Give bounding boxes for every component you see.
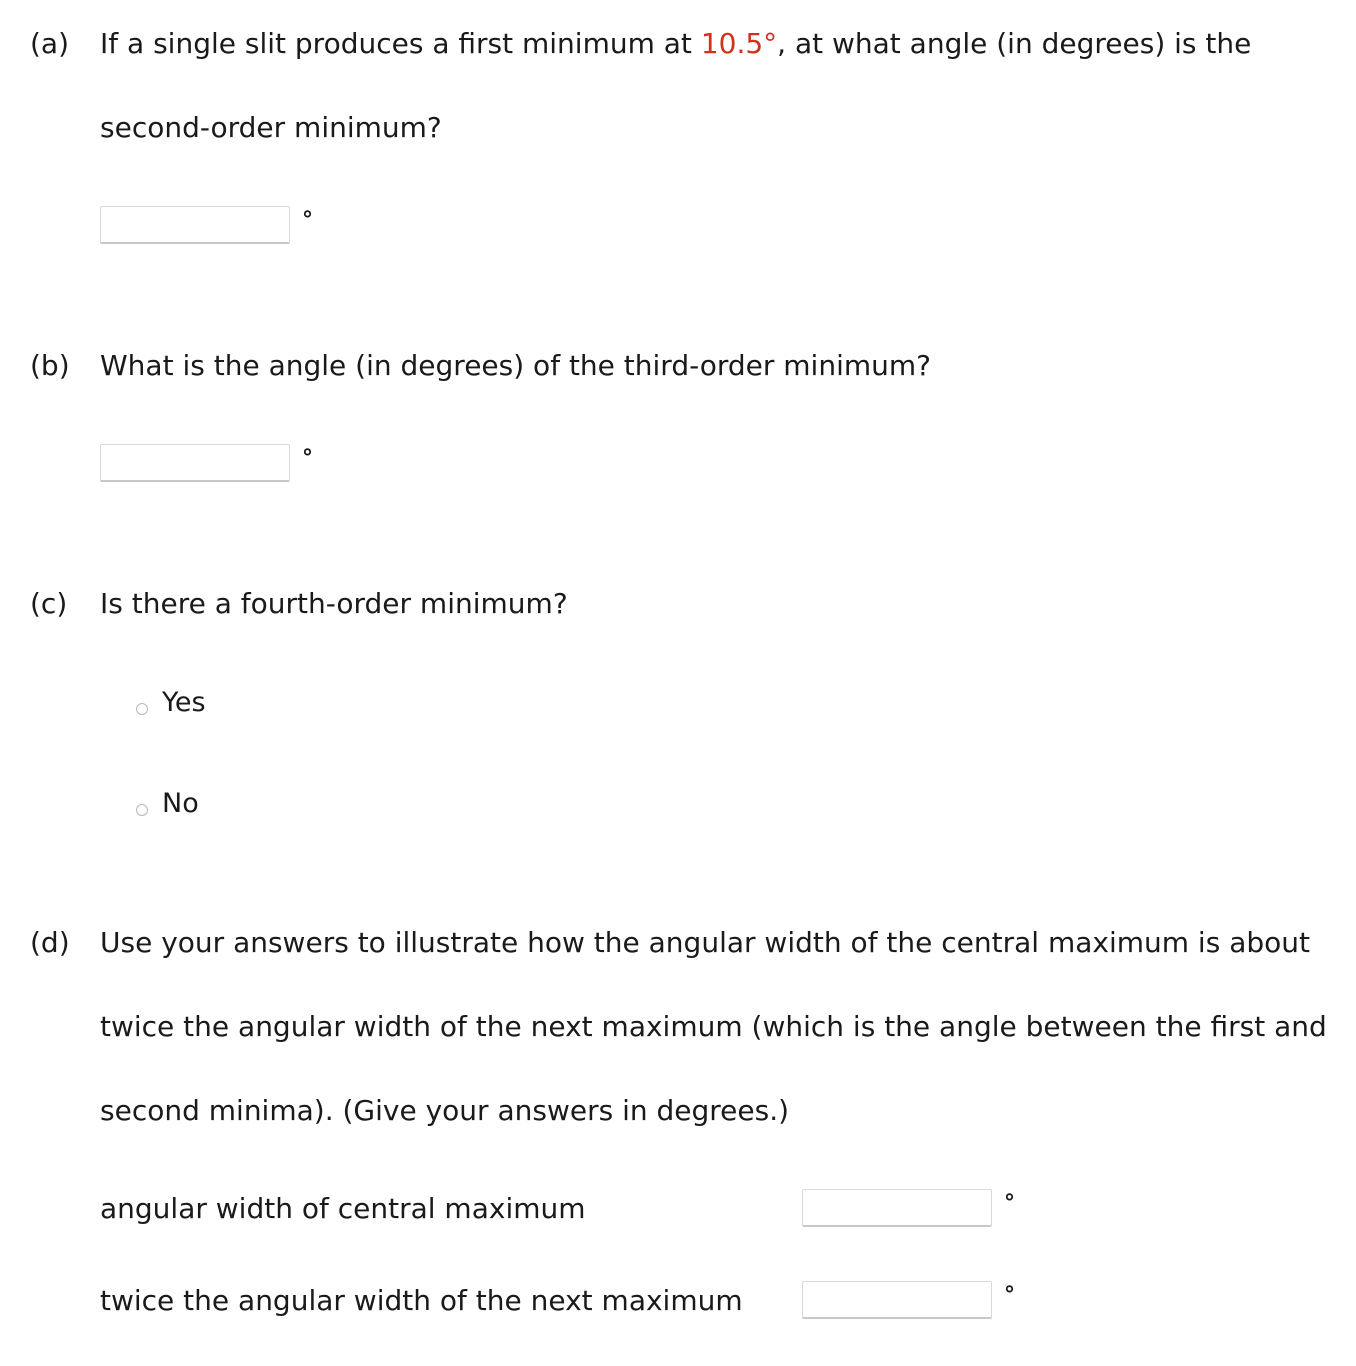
part-a-question-line2: second-order minimum?	[100, 111, 442, 144]
part-a-label: (a)	[30, 27, 70, 60]
given-angle: 10.5°	[700, 27, 778, 60]
part-a-text-suffix: , at what angle (in degrees) is the	[777, 27, 1252, 60]
part-c-question: Is there a fourth-order minimum?	[100, 587, 568, 620]
part-b-label: (b)	[30, 349, 70, 382]
radio-yes-label[interactable]: Yes	[162, 687, 206, 718]
part-d-question-line3: second minima). (Give your answers in degrees.)	[100, 1094, 790, 1127]
radio-no-label[interactable]: No	[162, 788, 199, 819]
radio-no[interactable]	[136, 804, 148, 816]
part-d-label: (d)	[30, 926, 70, 959]
part-b-question: What is the angle (in degrees) of the third-order minimum?	[100, 349, 932, 382]
central-max-input[interactable]	[802, 1189, 992, 1227]
central-max-label: angular width of central maximum	[100, 1192, 586, 1225]
next-max-label: twice the angular width of the next maximum	[100, 1284, 743, 1317]
part-d-question-line1: Use your answers to illustrate how the angular width of the central maximum is about	[100, 926, 1310, 959]
part-d-question-line2: twice the angular width of the next maximum (which is the angle between the first and	[100, 1010, 1327, 1043]
part-a-question-line1	[100, 27, 1252, 60]
part-c-label: (c)	[30, 587, 68, 620]
radio-yes[interactable]	[136, 703, 148, 715]
next-max-input[interactable]	[802, 1281, 992, 1319]
part-a-degree-unit: °	[302, 208, 313, 233]
next-max-degree-unit: °	[1004, 1283, 1015, 1308]
part-b-answer-input[interactable]	[100, 444, 290, 482]
central-max-degree-unit: °	[1004, 1191, 1015, 1216]
part-b-degree-unit: °	[302, 446, 313, 471]
part-a-answer-input[interactable]	[100, 206, 290, 244]
part-a-text-prefix: If a single slit produces a first minimum at	[100, 27, 701, 60]
